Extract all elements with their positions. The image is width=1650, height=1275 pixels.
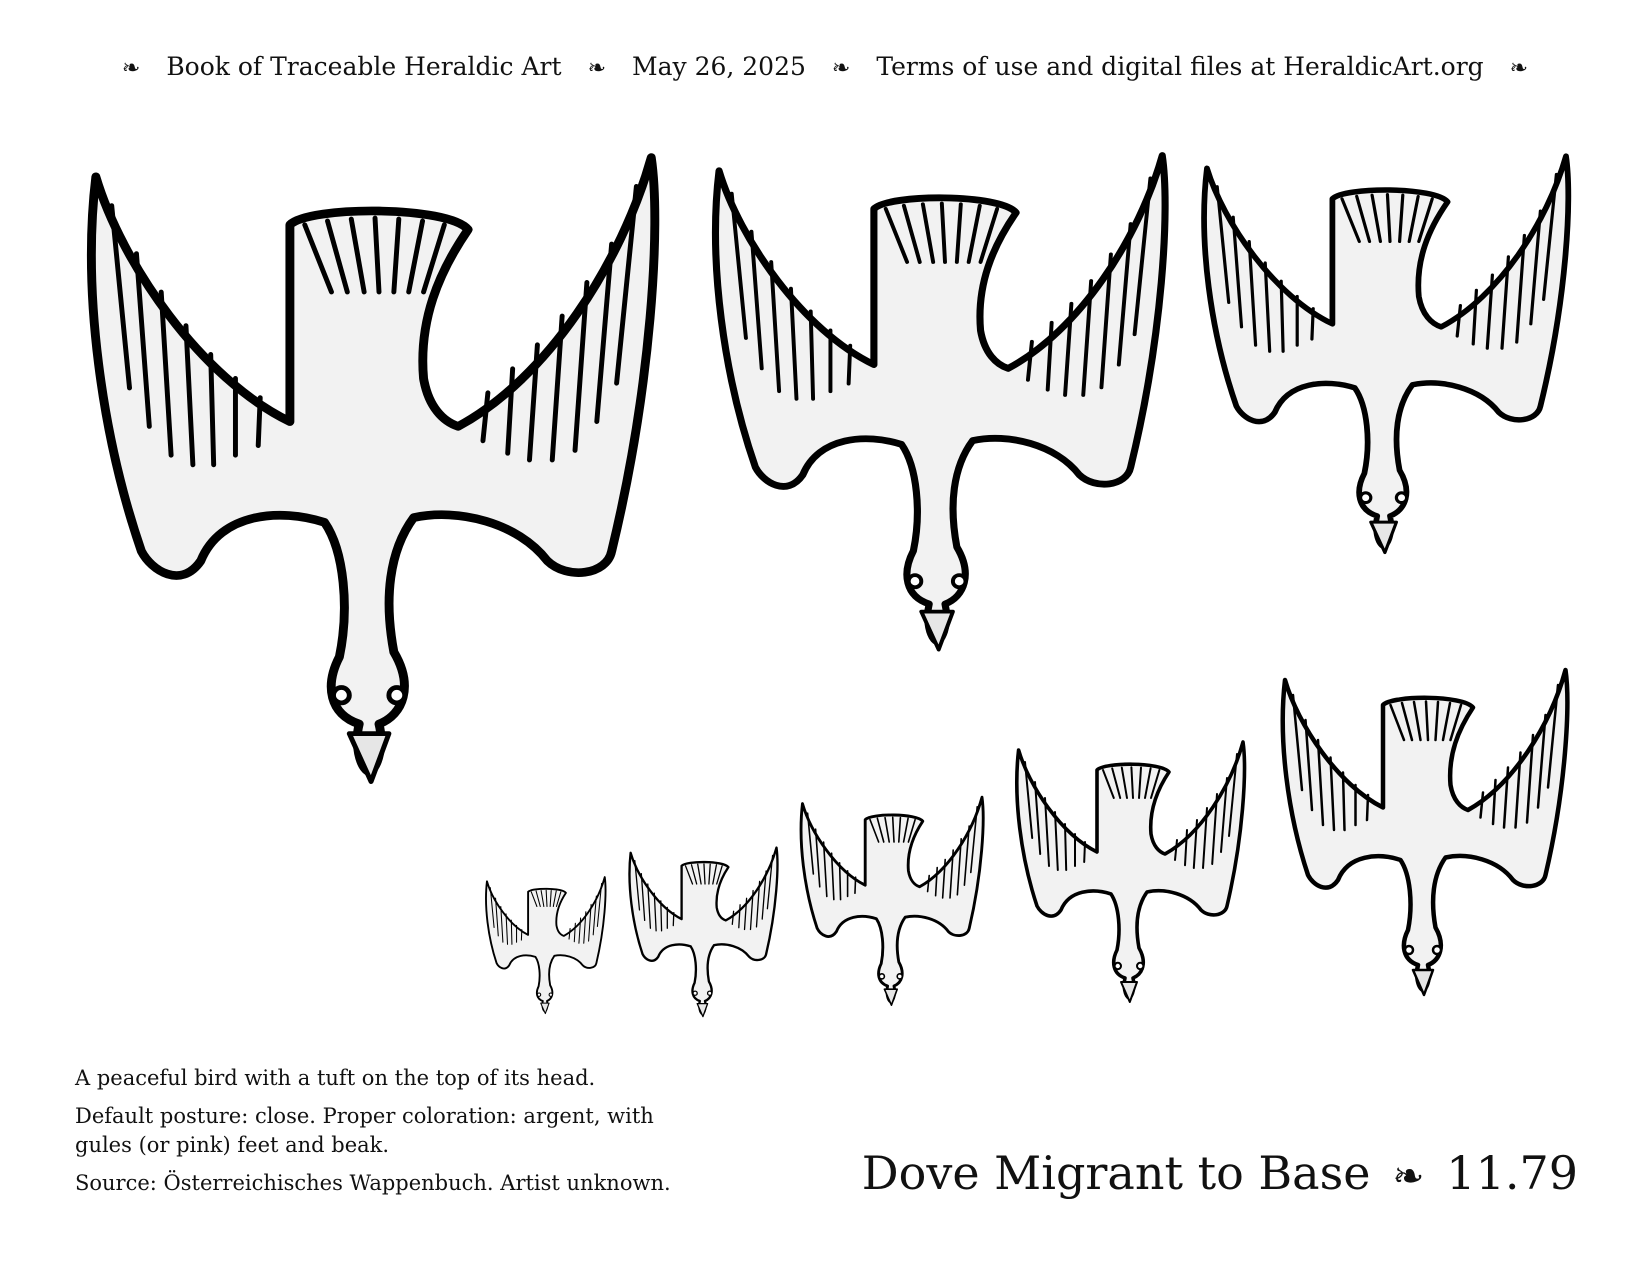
fleuron-icon: ❧ bbox=[587, 56, 606, 81]
header-date: May 26, 2025 bbox=[632, 52, 806, 81]
description bbox=[75, 1064, 715, 1207]
dove-size-4 bbox=[1017, 742, 1245, 1002]
dove-size-5 bbox=[1283, 670, 1568, 995]
title-name: Dove Migrant to Base bbox=[861, 1146, 1371, 1200]
fleuron-icon: ❧ bbox=[831, 56, 851, 81]
dove-size-1 bbox=[486, 877, 606, 1014]
description-line: A peaceful bird with a tuft on the top of its head. bbox=[75, 1066, 596, 1090]
book-title: Book of Traceable Heraldic Art bbox=[166, 52, 562, 81]
plate-title bbox=[862, 1146, 1578, 1200]
dove-large bbox=[91, 158, 654, 782]
plate-number: 11.79 bbox=[1446, 1146, 1578, 1200]
dove-size-2 bbox=[629, 848, 777, 1017]
dove-medium bbox=[716, 156, 1166, 650]
fleuron-icon: ❧ bbox=[121, 56, 141, 81]
description-line: Default posture: close. Proper coloration: argent, with gules (or pink) feet and beak. bbox=[75, 1104, 654, 1157]
fleuron-icon: ❧ bbox=[1392, 1154, 1425, 1198]
dove-size-3 bbox=[801, 797, 983, 1005]
dove-medium-small bbox=[1204, 156, 1568, 553]
description-line: Source: Österreichisches Wappenbuch. Artist unknown. bbox=[75, 1171, 671, 1195]
fleuron-icon: ❧ bbox=[1509, 56, 1529, 81]
terms-link[interactable]: Terms of use and digital files at HeraldicArt.org bbox=[876, 52, 1484, 81]
